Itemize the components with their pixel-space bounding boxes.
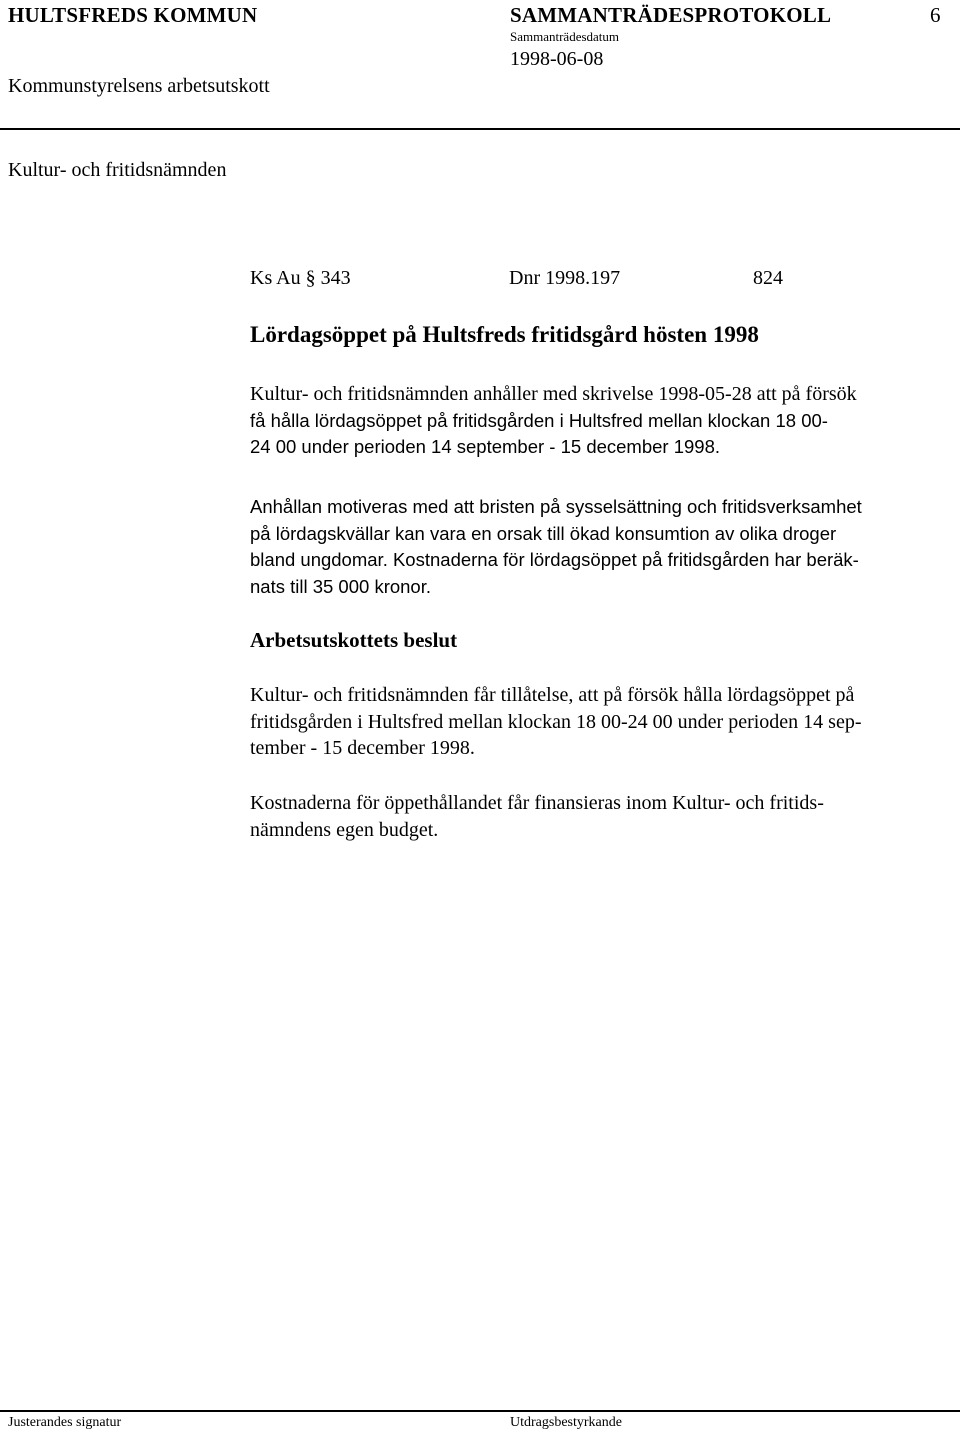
paragraph-request [250,381,950,461]
paragraph-motivation [250,494,950,600]
meeting-date: 1998-06-08 [510,48,604,70]
meeting-date-label: Sammanträdesdatum [510,29,620,44]
signature-label: Justerandes signatur [8,1415,122,1430]
text-line: nämndens egen budget. [250,818,439,841]
paragraph-financing [250,790,950,843]
document-type: SAMMANTRÄDESPROTOKOLL [510,3,832,27]
committee-name: Kommunstyrelsens arbetsutskott [8,75,270,97]
text-line: nats till 35 000 kronor. [250,575,431,597]
recipient: Kultur- och fritidsnämnden [8,159,227,181]
text-line: Kultur- och fritidsnämnden får tillåtelse, att på försök hålla lördagsöppet på [250,684,855,706]
paragraph-reference: Ks Au § 343 [250,267,351,289]
paragraph-decision [250,682,950,762]
text-line: Kultur- och fritidsnämnden anhåller med skrivelse 1998-05-28 att på försök [250,383,857,405]
page-number: 6 [930,3,941,27]
text-line: tember - 15 december 1998. [250,737,475,759]
text-line: på lördagskvällar kan vara en orsak till ökad konsumtion av olika droger [250,522,837,544]
text-line: Anhållan motiveras med att bristen på sysselsättning och fritidsverksamhet [250,496,862,517]
text-line: Kostnaderna för öppethållandet får finansieras inom Kultur- och fritids- [250,792,824,814]
text-line: få hålla lördagsöppet på fritidsgården i Hultsfred mellan klockan 18 00- [250,409,828,431]
header-divider [0,128,960,130]
decision-heading: Arbetsutskottets beslut [250,628,458,652]
municipality-name: HULTSFREDS KOMMUN [8,3,258,27]
certification-label: Utdragsbestyrkande [510,1415,622,1430]
document-title: Lördagsöppet på Hultsfreds fritidsgård hösten 1998 [250,322,759,347]
footer-divider [0,1410,960,1412]
text-line: fritidsgården i Hultsfred mellan klockan 18 00-24 00 under perioden 14 sep- [250,710,862,733]
diary-number: Dnr 1998.197 [509,267,621,289]
text-line: 24 00 under perioden 14 september - 15 december 1998. [250,436,721,457]
reference-code: 824 [753,267,783,289]
text-line: bland ungdomar. Kostnaderna för lördagsöppet på fritidsgården har beräk- [250,549,859,570]
